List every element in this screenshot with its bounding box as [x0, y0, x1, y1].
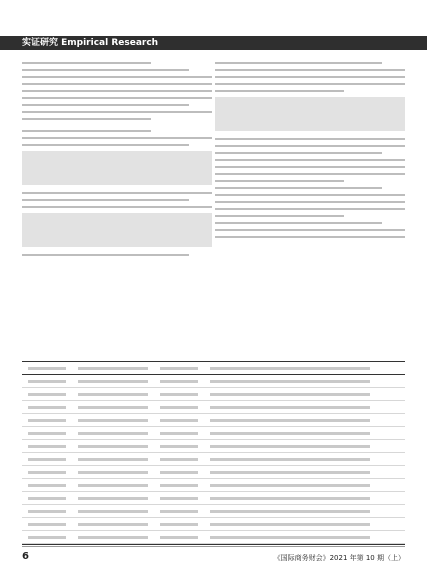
formula-1 [22, 151, 212, 185]
table-row [22, 427, 405, 440]
table-row [22, 518, 405, 531]
formula-3 [215, 97, 405, 131]
left-text-column [22, 62, 212, 261]
table-row [22, 375, 405, 388]
table-header-row [22, 362, 405, 375]
table-row [22, 453, 405, 466]
journal-issue: 《国际商务财会》2021 年第 10 期（上） [273, 554, 405, 562]
table-title [0, 350, 427, 359]
table-row [22, 466, 405, 479]
table-row [22, 479, 405, 492]
page-number: 6 [22, 551, 29, 562]
section-title: 实证研究 Empirical Research [22, 38, 159, 48]
footer-rule [22, 546, 405, 547]
table-row [22, 414, 405, 427]
table-row [22, 531, 405, 544]
table-row [22, 401, 405, 414]
table-row [22, 388, 405, 401]
table-row [22, 492, 405, 505]
variable-table [22, 361, 405, 545]
formula-2 [22, 213, 212, 247]
table-row [22, 440, 405, 453]
table-row [22, 505, 405, 518]
right-text-column [215, 62, 405, 243]
